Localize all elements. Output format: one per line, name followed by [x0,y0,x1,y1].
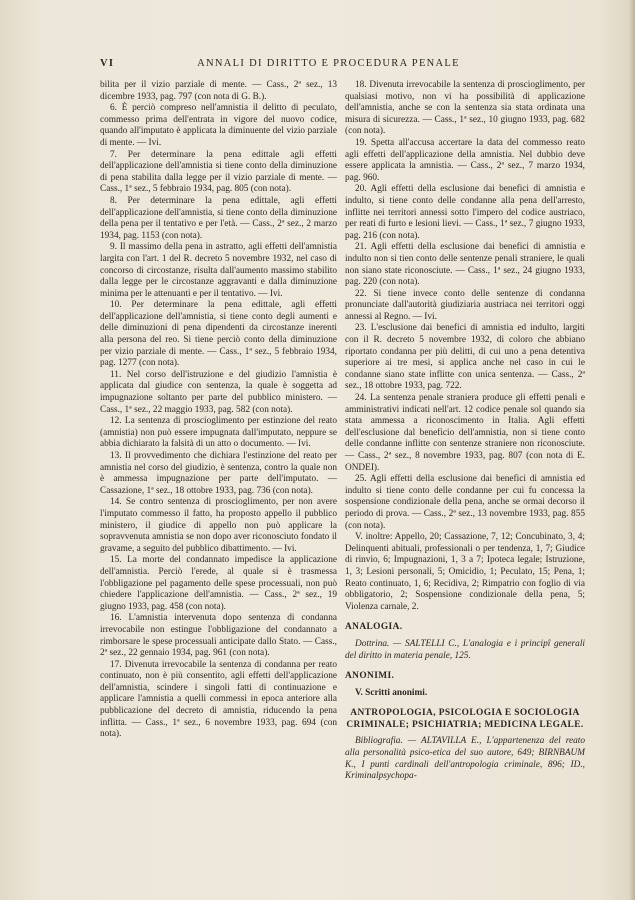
paragraph: 11. Nel corso dell'istruzione e del giudizio l'amnistia è applicata dal giudice con sentenza, la quale è soggetta ad impugnazione soltanto per parte del pubblico ministero. — Cass., 1ª sez., 22 maggio 1933, pag. 582 (con nota). [100,369,337,415]
paragraph: 18. Divenuta irrevocabile la sentenza di proscioglimento, per qualsiasi motivo, non vi ha possibilità di applicazione dell'amnistia, anche se con la sentenza sia stata ordinata una misura di sicurezza. — Cass., 1ª sez., 10 giugno 1933, pag. 682 (con nota). [345,80,585,137]
page-edge-shadow [629,0,635,900]
paragraph: 10. Per determinare la pena edittale, agli effetti dell'applicazione dell'amnistia, si tiene conto degli aumenti e delle diminuzioni di pena dipendenti da circostanze inerenti alla persona del reo. Si tiene perciò conto della diminuzione per vizio parziale di mente. — Cass., 1ª sez., 5 febbraio 1934, pag. 1277 (con nota). [100,300,337,369]
paragraph: 7. Per determinare la pena edittale agli effetti dell'applicazione dell'amnistia si tiene conto della diminuzione di pena stabilita dalla legge per il vizio parziale di mente. — Cass., 1ª sez., 5 febbraio 1934, pag. 805 (con nota). [100,149,337,195]
paragraph: 25. Agli effetti della esclusione dai benefici di amnistia ed indulto si tiene conto delle condanne per cui fu concessa la sospensione condizionale della pena, anche se ormai decorso il periodo di prova. — Cass., 2ª sez., 13 novembre 1933, pag. 855 (con nota). [345,474,585,531]
page-number: VI [100,58,115,69]
paragraph: 24. La sentenza penale straniera produce gli effetti penali e amministrativi indicati nell'art. 12 codice penale sol quando sia stata ammessa a riconoscimento in Italia. Agli effetti dell'esclusione dal beneficio dell'amnistia, non si tiene conto delle condanne inflitte con sentenze straniere non riconosciute. — Cass., 2ª sez., 8 novembre 1933, pag. 807 (con nota di E. ONDEI). [345,393,585,473]
paragraph: 22. Si tiene invece conto delle sentenze di condanna pronunciate dall'autorità giudiziaria austriaca nei territori oggi annessi al Regno. — Ivi. [345,288,585,322]
paragraph: 19. Spetta all'accusa accertare la data del commesso reato agli effetti dell'applicazione della amnistia. Nel dubbio deve essere applicata la amnistia. — Cass., 2ª sez., 7 marzo 1934, pag. 960. [345,137,585,183]
paragraph: 8. Per determinare la pena edittale, agli effetti dell'applicazione dell'amnistia, si tiene conto della diminuzione della pena per il tentativo e per l'età. — Cass., 2ª sez., 2 marzo 1934, pag. 1153 (con nota). [100,195,337,241]
section-text-analogia: Dottrina. — SALTELLI C., L'analogia e i principî generali del diritto in materia penale, 125. [345,638,585,661]
paragraph: 9. Il massimo della pena in astratto, agli effetti dell'amnistia largita con l'art. 1 del R. decreto 5 novembre 1932, nel caso di concorso di circostanze, risulta dall'aumento massimo stabilito dalla legge per le circostanze aggravanti e dalla diminuzione minima per le attenuanti e per il tentativo. — Ivi. [100,242,337,299]
paragraph: 23. L'esclusione dai benefici di amnistia ed indulto, largiti con il R. decreto 5 novembre 1932, di coloro che abbiano riportato condanna per più delitti, di cui uno a pena detentiva superiore ai tre mesi, si applica anche nel caso in cui le condanne siano state inflitte con unica sentenza. — Cass., 2ª sez., 18 ottobre 1933, pag. 722. [345,323,585,392]
paragraph: 6. È perciò compreso nell'amnistia il delitto di peculato, commesso prima dell'entrata in vigore del nuovo codice, quando all'imputato è applicata la diminuente del vizio parziale di mente. — Ivi. [100,103,337,148]
section-heading-analogia: ANALOGIA. [345,622,403,633]
page-header [0,56,635,72]
paragraph: 14. Se contro sentenza di proscioglimento, per non avere l'imputato commesso il fatto, ha proposto appello il pubblico ministero, il giudice di appello non può applicare la sopravvenuta amnistia se non dopo aver riconosciuto fondato il gravame, a seguito del pubblico dibattimento. — Ivi. [100,497,337,554]
section-heading-anonimi: ANONIMI. [345,671,395,682]
paragraph: 13. Il provvedimento che dichiara l'estinzione del reato per amnistia nel corso del giudizio, è sentenza, contro la quale non è ammessa impugnazione per parte dell'imputato. — Cassazione, 1ª sez., 18 ottobre 1933, pag. 736 (con nota). [100,451,337,496]
section-heading-antropologia: ANTROPOLOGIA, PSICOLOGIA E SOCIOLOGIA CRIMINALE; PSICHIATRIA; MEDICINA LEGALE. [346,708,584,730]
right-column [345,80,585,783]
cross-references: V. inoltre: Appello, 20; Cassazione, 7, 12; Concubinato, 3, 4; Delinquenti abituali, professionali o per tendenza, 1, 7; Giudice di rinvio, 6; Impugnazioni, 1, 3 a 7; Ipoteca legale; Istruzione, 1, 3; Lesioni personali, 5; Omicidio, 1; Peculato, 15; Pena, 1; Reato continuato, 1, 6; Recidiva, 2; Rimpatrio con foglio di via obbligatorio, 2; Sospensione condizionale della pena, 5; Violenza carnale, 2. [345,532,585,612]
section-text-anonimi: V. Scritti anonimi. [355,687,428,698]
paragraph: 20. Agli effetti della esclusione dai benefici di amnistia e indulto, si tiene conto delle condanne alla pena dell'arresto, inflitte nei territori annessi sotto l'impero del codice austriaco, per reati di furto e lesioni lievi. — Cass., 1ª sez., 7 giugno 1933, pag. 216 (con nota). [345,184,585,241]
paragraph: bilita per il vizio parziale di mente. — Cass., 2ª sez., 13 dicembre 1933, pag. 797 (con nota di G. B.). [100,80,337,102]
section-text-antropologia: Bibliografia. — ALTAVILLA E., L'appartenenza del reato alla personalità psico-etica del suo autore, 649; BIRNBAUM K., I punti cardinali dell'antropologia criminale, 896; ID., Kriminalpsychopa- [345,736,585,782]
paragraph: 21. Agli effetti della esclusione dai benefici di amnistia e indulto non si tien conto delle sentenze penali straniere, le quali non siano state riconosciute. — Cass., 1ª sez., 24 giugno 1933, pag. 220 (con nota). [345,242,585,288]
paragraph: 16. L'amnistia intervenuta dopo sentenza di condanna irrevocabile non estingue l'obbligazione del condannato a rimborsare le spese processuali anticipate dallo Stato. — Cass., 2ª sez., 22 gennaio 1934, pag. 961 (con nota). [100,613,337,659]
paragraph: 17. Divenuta irrevocabile la sentenza di condanna per reato continuato, non è più consentito, agli effetti dell'applicazione dell'amnistia, scindere i singoli fatti di continuazione e applicare l'amnistia a quelli commessi in epoca anteriore alla pubblicazione del decreto di amnistia, riducendo la pena inflitta. — Cass., 1ª sez., 6 novembre 1933, pag. 694 (con nota). [100,659,337,740]
paragraph: 12. La sentenza di proscioglimento per estinzione del reato (amnistia) non può essere impugnata dall'imputato, neppure se abbia dichiarato la falsità di un atto o documento. — Ivi. [100,416,337,450]
running-title: ANNALI DI DIRITTO E PROCEDURA PENALE [197,58,460,69]
paragraph: 15. La morte del condannato impedisce la applicazione dell'amnistia. Perciò l'erede, al quale si è trasmessa l'obbligazione pel pagamento delle spese processuali, non può chiedere l'applicazione dell'amnistia. — Cass., 2ª sez., 19 giugno 1933, pag. 458 (con nota). [100,555,337,612]
left-column [100,80,337,741]
